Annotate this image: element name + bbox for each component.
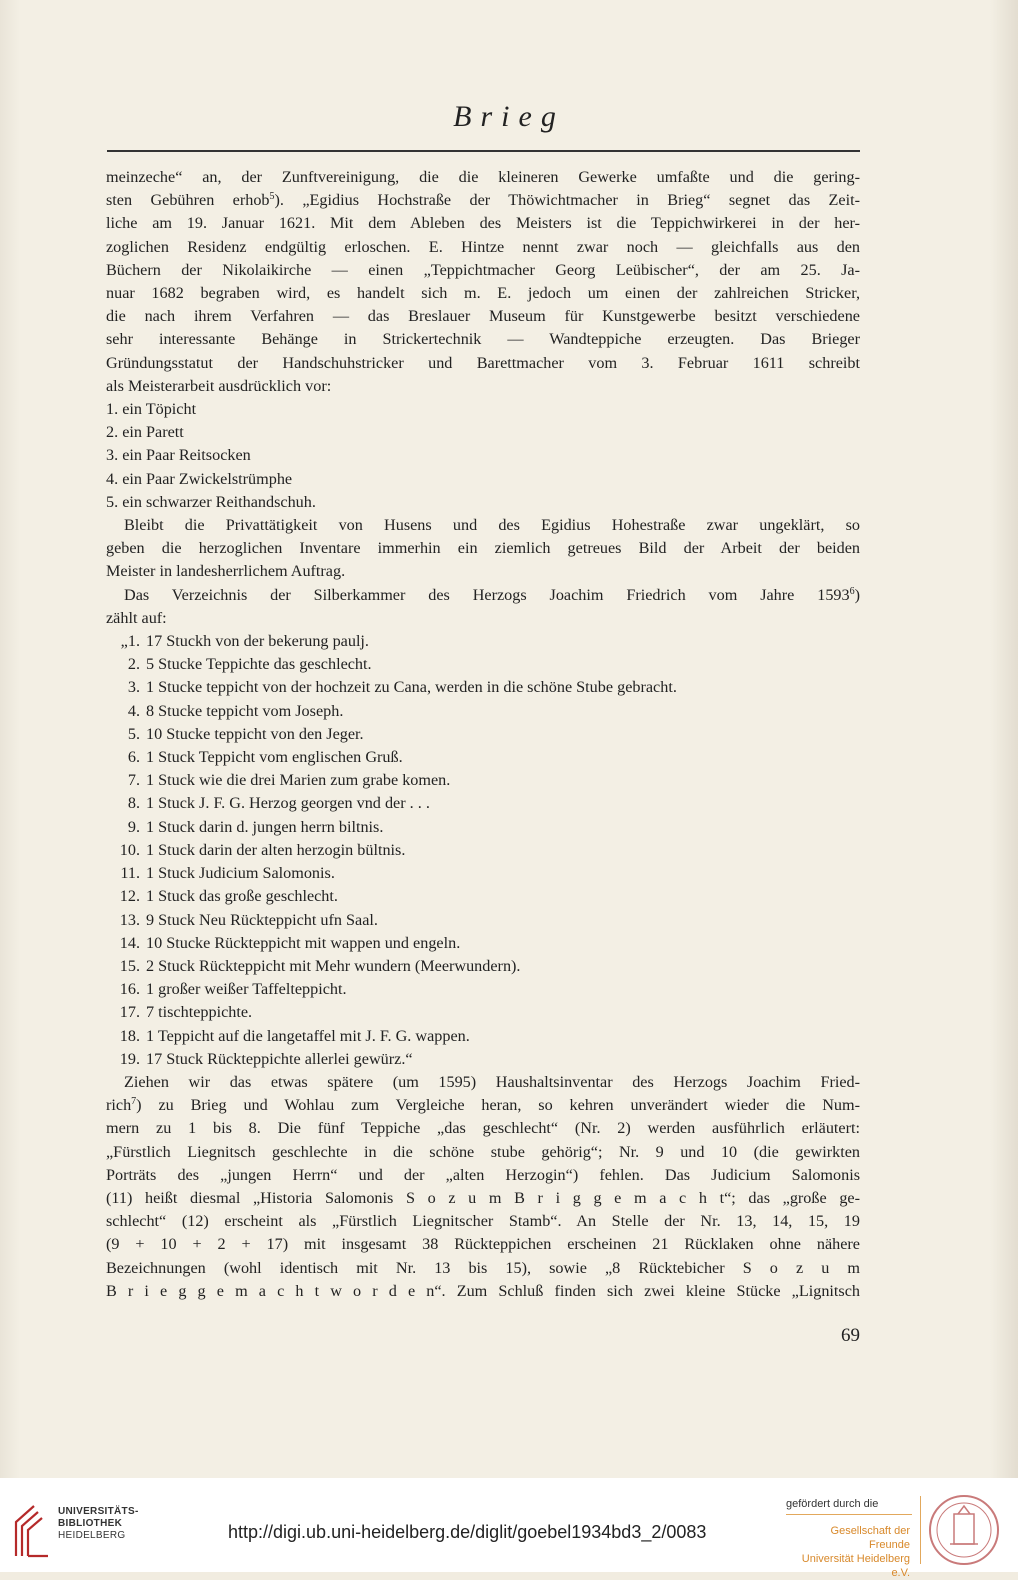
paragraph-line: Büchern der Nikolaikirche — einen „Teppichtmacher Georg Leübischer“, der am 25. Ja- bbox=[106, 260, 860, 279]
inventory-text: 1 Stuck das große geschlecht. bbox=[146, 887, 338, 906]
paragraph-line: Das Verzeichnis der Silberkammer des Herzogs Joachim Friedrich vom Jahre 1593$^6$) bbox=[124, 585, 860, 604]
inventory-number: 18. bbox=[119, 1026, 140, 1045]
inventory-text: 5 Stucke Teppichte das geschlecht. bbox=[146, 655, 372, 674]
list-item: 5. ein schwarzer Reithandschuh. bbox=[106, 492, 316, 511]
inventory-item bbox=[106, 653, 860, 676]
inventory-item bbox=[106, 862, 860, 885]
inventory-number: 3. bbox=[127, 678, 140, 697]
paragraph-line: sten Gebühren erhob$^5$). „Egidius Hochstraße der Thöwichtmacher in Brieg“ segnet das Zeit- bbox=[106, 191, 860, 210]
inventory-number: 10. bbox=[119, 840, 140, 859]
paragraph-line: (11) heißt diesmal „Historia Salomonis S o z u m B r i g g e m a c h t“; das „große ge- bbox=[106, 1188, 860, 1207]
inventory-text: 1 Stucke teppicht von der hochzeit zu Cana, werden in die schöne Stube gebracht. bbox=[146, 678, 677, 697]
inventory-item bbox=[106, 1048, 860, 1071]
inventory-number: 6. bbox=[127, 748, 140, 767]
inventory-item bbox=[106, 885, 860, 908]
inventory-item bbox=[106, 839, 860, 862]
paragraph-line: zählt auf: bbox=[106, 608, 167, 627]
inventory-number: 12. bbox=[119, 887, 140, 906]
university-seal-icon bbox=[928, 1494, 1000, 1566]
inventory-number: 19. bbox=[119, 1049, 140, 1068]
inventory-number: 9. bbox=[127, 817, 140, 836]
footnote-ref: 5 bbox=[269, 191, 275, 203]
inventory-text: 1 Stuck Judicium Salomonis. bbox=[146, 864, 335, 883]
inventory-text: 17 Stuckh von der bekerung paulj. bbox=[146, 632, 369, 651]
inventory-text: 10 Stucke Rückteppicht mit wappen und engeln. bbox=[146, 933, 461, 952]
inventory-number: 15. bbox=[119, 956, 140, 975]
footnote-ref: 7 bbox=[131, 1096, 137, 1108]
inventory-text: 17 Stuck Rückteppichte allerlei gewürz.“ bbox=[146, 1049, 413, 1068]
inventory-text: 1 Teppicht auf die langetaffel mit J. F. G. wappen. bbox=[146, 1026, 470, 1045]
inventory-number: „1. bbox=[120, 632, 140, 651]
paragraph-line: geben die herzoglichen Inventare immerhin ein ziemlich getreues Bild der Arbeit der beiden bbox=[106, 539, 860, 558]
inventory-text: 1 Stuck wie die drei Marien zum grabe komen. bbox=[146, 771, 451, 790]
inventory-number: 17. bbox=[119, 1003, 140, 1022]
paragraph-line: Bleibt die Privattätigkeit von Husens und des Egidius Hohestraße zwar ungeklärt, so bbox=[124, 516, 860, 535]
paragraph-line: zoglichen Residenz endgültig erloschen. E. Hintze nennt zwar noch — gleichfalls aus den bbox=[106, 237, 860, 256]
body-text bbox=[106, 166, 860, 1303]
inventory-text: 1 großer weißer Taffelteppicht. bbox=[146, 980, 347, 999]
digitization-footer bbox=[0, 1478, 1018, 1579]
paragraph-line: „Fürstlich Liegnitsch geschlechte in die schöne stube gehörig“; Nr. 9 und 10 (die gewirkten bbox=[106, 1142, 860, 1161]
permalink-url[interactable]: http://digi.ub.uni-heidelberg.de/diglit/goebel1934bd3_2/0083 bbox=[228, 1522, 707, 1542]
inventory-text: 1 Stuck J. F. G. Herzog georgen vnd der . . . bbox=[146, 794, 430, 813]
inventory-item bbox=[106, 978, 860, 1001]
inventory-item bbox=[106, 1001, 860, 1024]
inventory-number: 5. bbox=[127, 724, 140, 743]
inventory-number: 11. bbox=[120, 864, 140, 883]
inventory-item bbox=[106, 723, 860, 746]
sponsor-divider bbox=[920, 1496, 921, 1564]
inventory-text: 2 Stuck Rückteppicht mit Mehr wundern (Meerwundern). bbox=[146, 956, 521, 975]
inventory-text: 1 Stuck darin der alten herzogin bültnis. bbox=[146, 840, 406, 859]
inventory-number: 7. bbox=[127, 771, 140, 790]
inventory-number: 16. bbox=[119, 980, 140, 999]
inventory-number: 4. bbox=[127, 701, 140, 720]
sponsor-rule bbox=[786, 1514, 912, 1515]
paragraph-line: meinzeche“ an, der Zunftvereinigung, die die kleineren Gewerke umfaßte und die gering- bbox=[106, 168, 860, 186]
inventory-list bbox=[106, 630, 860, 1071]
inventory-item bbox=[106, 630, 860, 653]
footnote-ref: 6 bbox=[849, 585, 855, 597]
paragraph-line: Bezeichnungen (wohl identisch mit Nr. 13 bis 15), sowie „8 Rücktebicher S o z u m bbox=[106, 1258, 860, 1277]
paragraph-line: nuar 1682 begraben wird, es handelt sich m. E. jedoch um einen der zahlreichen Stricker, bbox=[106, 284, 860, 303]
library-name: UNIVERSITÄTS- BIBLIOTHEK HEIDELBERG bbox=[58, 1506, 139, 1541]
inventory-item bbox=[106, 816, 860, 839]
paragraph-line: Porträts des „jungen Herrn“ und der „alten Herzogin“) fehlen. Das Judicium Salomonis bbox=[106, 1165, 860, 1184]
inventory-text: 7 tischteppichte. bbox=[146, 1003, 253, 1022]
paragraph-line: schlecht“ (12) erscheint als „Fürstlich Liegnitscher Stamb“. An Stelle der Nr. 13, 14, 15, 19 bbox=[106, 1212, 860, 1231]
inventory-item bbox=[106, 932, 860, 955]
university-library-logo-icon bbox=[12, 1500, 52, 1560]
list-item: 1. ein Töpicht bbox=[106, 400, 197, 419]
inventory-item bbox=[106, 700, 860, 723]
inventory-text: 1 Stuck darin d. jungen herrn biltnis. bbox=[146, 817, 384, 836]
inventory-item bbox=[106, 676, 860, 699]
paragraph-line: Meister in landesherrlichem Auftrag. bbox=[106, 562, 346, 581]
list-item: 4. ein Paar Zwickelstrümphe bbox=[106, 469, 293, 488]
inventory-item bbox=[106, 792, 860, 815]
paragraph-line: rich$^7$) zu Brieg und Wohlau zum Vergleiche heran, so kehren unverändert wieder die Num- bbox=[106, 1096, 860, 1115]
inventory-number: 13. bbox=[119, 910, 140, 929]
inventory-number: 14. bbox=[119, 933, 140, 952]
paragraph-line: (9 + 10 + 2 + 17) mit insgesamt 38 Rückteppichen erscheinen 21 Rücklaken ohne nähere bbox=[106, 1235, 860, 1254]
inventory-item bbox=[106, 909, 860, 932]
paragraph-line: die nach ihrem Verfahren — das Breslauer Museum für Kunstgewerbe besitzt verschiedene bbox=[106, 307, 860, 326]
paragraph-line: mern zu 1 bis 8. Die fünf Teppiche „das geschlecht“ (Nr. 2) werden ausführlich erläutert: bbox=[106, 1119, 860, 1138]
paragraph-line: Gründungsstatut der Handschuhstricker und Barettmacher vom 3. Februar 1611 schreibt bbox=[106, 353, 860, 372]
page-number: 69 bbox=[841, 1325, 860, 1346]
paragraph-line: als Meisterarbeit ausdrücklich vor: bbox=[106, 376, 332, 395]
running-title: Brieg bbox=[453, 100, 565, 133]
paragraph-line: sehr interessante Behänge in Strickertechnik — Wandteppiche erzeugten. Das Brieger bbox=[106, 330, 860, 349]
inventory-number: 8. bbox=[127, 794, 140, 813]
inventory-item bbox=[106, 1025, 860, 1048]
inventory-number: 2. bbox=[127, 655, 140, 674]
inventory-item bbox=[106, 955, 860, 978]
inventory-item bbox=[106, 746, 860, 769]
inventory-text: 1 Stuck Teppicht vom englischen Gruß. bbox=[146, 748, 403, 767]
inventory-item bbox=[106, 769, 860, 792]
inventory-text: 8 Stucke teppicht vom Joseph. bbox=[146, 701, 344, 720]
sponsor-label: gefördert durch die bbox=[786, 1498, 879, 1510]
paragraph-line: B r i e g g e m a c h t w o r d e n“. Zum Schluß finden sich zwei kleine Stücke „Lignitsch bbox=[106, 1281, 860, 1300]
inventory-text: 10 Stucke teppicht von den Jeger. bbox=[146, 724, 364, 743]
paragraph-line: liche am 19. Januar 1621. Mit dem Ableben des Meisters ist die Teppichwirkerei in der her- bbox=[106, 214, 860, 233]
list-item: 2. ein Parett bbox=[106, 423, 184, 442]
header-rule bbox=[107, 150, 860, 152]
inventory-text: 9 Stuck Neu Rückteppicht ufn Saal. bbox=[146, 910, 378, 929]
list-item: 3. ein Paar Reitsocken bbox=[106, 446, 251, 465]
paragraph-line: Ziehen wir das etwas spätere (um 1595) Haushaltsinventar des Herzogs Joachim Fried- bbox=[124, 1072, 860, 1091]
sponsor-name: Gesellschaft der Freunde Universität Heidelberg e.V. bbox=[801, 1525, 910, 1579]
